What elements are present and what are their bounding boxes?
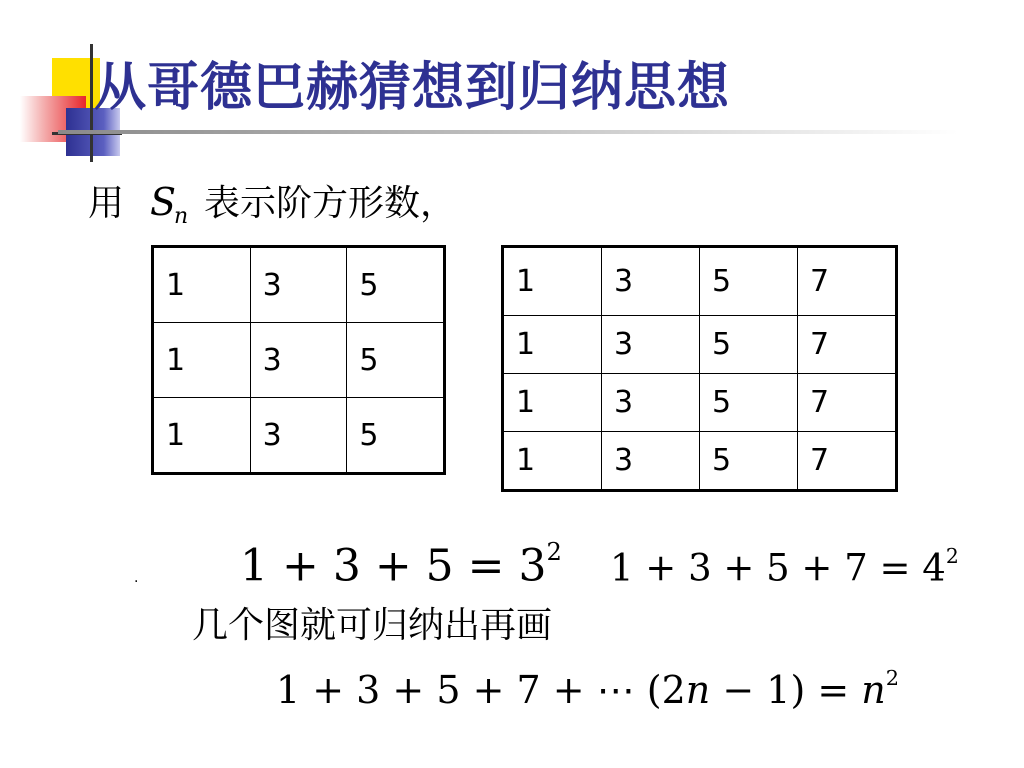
equation-4x4 <box>610 544 959 590</box>
title-underline <box>58 130 958 134</box>
table-cell: 5 <box>347 248 444 323</box>
table-cell: 1 <box>504 432 602 490</box>
table-cell: 5 <box>700 248 798 316</box>
table-cell: 3 <box>602 432 700 490</box>
table-cell: 1 <box>154 398 251 473</box>
equation-part-a: 1 + 3 + 5 + 7 + ⋯ (2 <box>276 667 686 712</box>
table-row <box>504 432 896 490</box>
table-row <box>504 248 896 316</box>
symbol-subscript: n <box>174 204 189 229</box>
symbol-sn <box>150 180 189 229</box>
equation-exponent: 2 <box>546 538 562 566</box>
equation-exponent: 2 <box>945 544 959 568</box>
table-row <box>154 398 444 473</box>
table-cell: 7 <box>798 432 896 490</box>
induction-note: 几个图就可归纳出再画 <box>192 605 553 646</box>
table-cell: 1 <box>504 374 602 432</box>
table-cell: 5 <box>700 374 798 432</box>
equation-lhs: 1 + 3 + 5 = 3 <box>240 540 547 592</box>
square-table-3 <box>153 247 444 473</box>
table-cell: 3 <box>250 323 347 398</box>
table-row <box>504 316 896 374</box>
table-cell: 3 <box>602 316 700 374</box>
table-row <box>154 323 444 398</box>
table-cell: 5 <box>347 323 444 398</box>
equation-3x3 <box>240 538 562 592</box>
subtitle-prefix: 用 <box>88 183 125 224</box>
equation-var-n: n <box>861 667 886 712</box>
equation-part-b: − 1) = <box>710 667 862 712</box>
table-row <box>504 374 896 432</box>
decor-vertical-line <box>90 44 93 162</box>
table-cell: 1 <box>504 316 602 374</box>
table-cell: 1 <box>154 248 251 323</box>
symbol-base: S <box>150 180 177 224</box>
table-cell: 7 <box>798 316 896 374</box>
table-cell: 3 <box>250 398 347 473</box>
table-cell: 1 <box>504 248 602 316</box>
equation-exponent: 2 <box>885 666 900 690</box>
table-cell: 3 <box>250 248 347 323</box>
stray-dot: . <box>134 570 139 586</box>
square-table-4 <box>503 247 896 490</box>
slide-title: 从哥德巴赫猜想到归纳思想 <box>94 58 731 118</box>
table-cell: 7 <box>798 248 896 316</box>
table-cell: 7 <box>798 374 896 432</box>
table-cell: 5 <box>700 316 798 374</box>
table-cell: 5 <box>347 398 444 473</box>
table-row <box>154 248 444 323</box>
table-cell: 3 <box>602 374 700 432</box>
subtitle-suffix: 表示阶方形数， <box>204 183 457 224</box>
equation-general <box>276 666 900 712</box>
equation-var-n: n <box>685 667 711 712</box>
table-cell: 3 <box>602 248 700 316</box>
table-cell: 1 <box>154 323 251 398</box>
equation-lhs: 1 + 3 + 5 + 7 = 4 <box>610 546 946 590</box>
table-cell: 5 <box>700 432 798 490</box>
